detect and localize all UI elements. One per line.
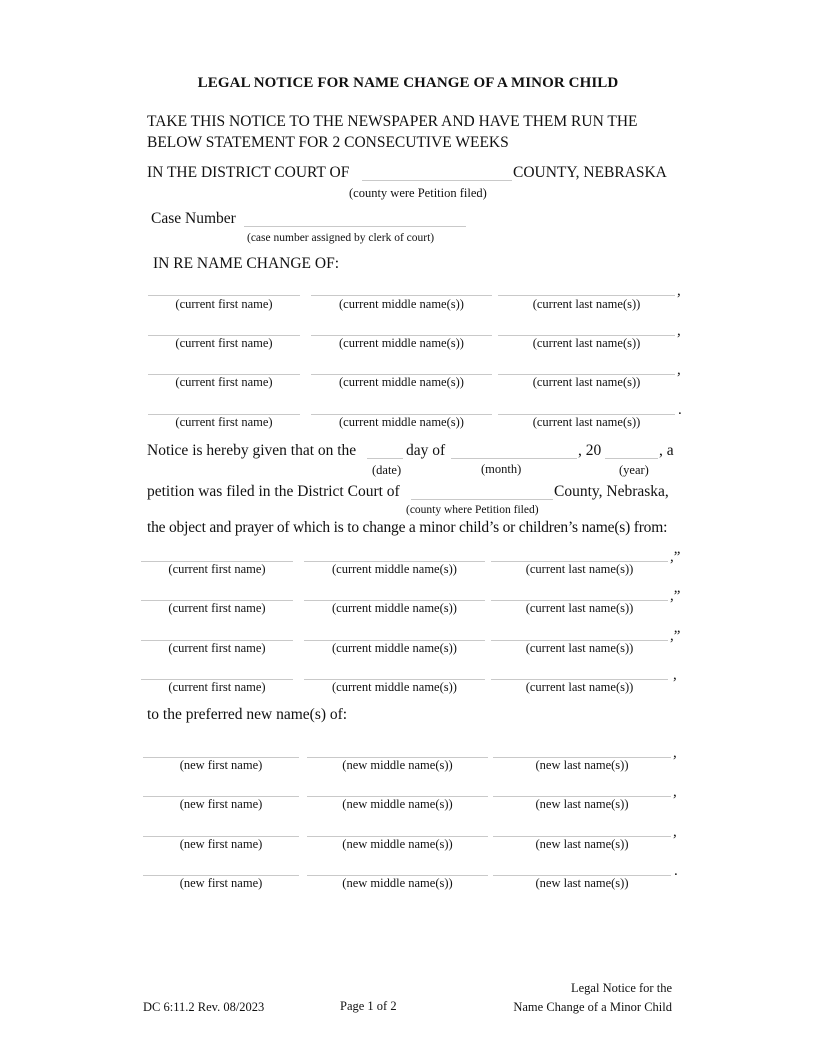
court-suffix: COUNTY, NEBRASKA [513, 164, 667, 181]
new-middle-name-caption: (new middle name(s)) [342, 876, 453, 890]
notice-year-field[interactable] [605, 458, 658, 459]
new-middle-name-caption: (new middle name(s)) [342, 837, 453, 851]
instruction-line-2: BELOW STATEMENT FOR 2 CONSECUTIVE WEEKS [147, 134, 509, 151]
footer-doc-title-line-2: Name Change of a Minor Child [513, 1000, 672, 1014]
row-punctuation: ,” [670, 628, 681, 644]
current-first-name-caption: (current first name) [175, 297, 273, 311]
notice-line-3: the object and prayer of which is to change a minor child’s or children’s name(s) from: [147, 519, 668, 536]
current-first-name-caption: (current first name) [168, 680, 266, 694]
current-middle-name-field[interactable] [311, 295, 492, 296]
document-title: LEGAL NOTICE FOR NAME CHANGE OF A MINOR CHILD [197, 75, 619, 91]
current-first-name-caption: (current first name) [175, 336, 273, 350]
row-punctuation: , [677, 283, 681, 299]
notice-month-caption: (month) [481, 462, 522, 476]
current-middle-name-caption: (current middle name(s)) [332, 680, 457, 694]
current-middle-name-caption: (current middle name(s)) [339, 415, 464, 429]
court-prefix: IN THE DISTRICT COURT OF [147, 164, 350, 181]
notice-line-2-suffix: County, Nebraska, [554, 483, 669, 500]
notice-text-4: , a [659, 442, 674, 459]
current-last-name-caption: (current last name(s)) [532, 336, 641, 350]
new-middle-name-caption: (new middle name(s)) [342, 797, 453, 811]
current-last-name-field[interactable] [498, 295, 675, 296]
current-first-name-field[interactable] [148, 295, 300, 296]
notice-text-3: , 20 [578, 442, 602, 459]
new-first-name-caption: (new first name) [179, 797, 263, 811]
current-first-name-caption: (current first name) [175, 415, 273, 429]
new-last-name-caption: (new last name(s)) [535, 797, 629, 811]
case-number-caption: (case number assigned by clerk of court) [247, 232, 435, 244]
instruction-line-1: TAKE THIS NOTICE TO THE NEWSPAPER AND HAVE THEM RUN THE [147, 113, 638, 130]
notice-text-1: Notice is hereby given that on the [147, 442, 357, 459]
row-punctuation: . [674, 863, 678, 879]
row-punctuation: , [673, 667, 677, 683]
preferred-heading: to the preferred new name(s) of: [147, 706, 348, 723]
current-last-name-caption: (current last name(s)) [525, 601, 634, 615]
current-first-name-caption: (current first name) [168, 641, 266, 655]
row-punctuation: ,” [670, 549, 681, 565]
notice-county-field[interactable] [411, 499, 553, 500]
current-last-name-caption: (current last name(s)) [525, 641, 634, 655]
new-last-name-caption: (new last name(s)) [535, 837, 629, 851]
footer-form-id: DC 6:11.2 Rev. 08/2023 [143, 1000, 265, 1014]
new-last-name-caption: (new last name(s)) [535, 876, 629, 890]
new-middle-name-caption: (new middle name(s)) [342, 758, 453, 772]
row-punctuation: , [677, 323, 681, 339]
current-first-name-caption: (current first name) [175, 375, 273, 389]
current-middle-name-caption: (current middle name(s)) [339, 375, 464, 389]
current-last-name-caption: (current last name(s)) [532, 415, 641, 429]
current-last-name-caption: (current last name(s)) [525, 680, 634, 694]
current-last-name-caption: (current last name(s)) [532, 375, 641, 389]
row-punctuation: ,” [670, 588, 681, 604]
row-punctuation: , [673, 784, 677, 800]
notice-date-field[interactable] [367, 458, 403, 459]
new-first-name-caption: (new first name) [179, 876, 263, 890]
in-re-heading: IN RE NAME CHANGE OF: [153, 255, 339, 272]
new-first-name-caption: (new first name) [179, 837, 263, 851]
current-middle-name-caption: (current middle name(s)) [339, 297, 464, 311]
new-first-name-caption: (new first name) [179, 758, 263, 772]
row-punctuation: , [677, 362, 681, 378]
court-county-caption: (county were Petition filed) [349, 186, 487, 200]
notice-year-caption: (year) [619, 463, 649, 477]
notice-text-2: day of [406, 442, 446, 459]
row-punctuation: . [678, 402, 682, 418]
notice-month-field[interactable] [451, 458, 577, 459]
current-middle-name-caption: (current middle name(s)) [332, 641, 457, 655]
case-number-field[interactable] [244, 226, 466, 227]
current-first-name-caption: (current first name) [168, 601, 266, 615]
current-last-name-caption: (current last name(s)) [525, 562, 634, 576]
case-number-label: Case Number [151, 210, 236, 227]
notice-county-caption: (county where Petition filed) [406, 504, 539, 516]
current-last-name-caption: (current last name(s)) [532, 297, 641, 311]
notice-date-caption: (date) [372, 463, 402, 477]
current-middle-name-caption: (current middle name(s)) [339, 336, 464, 350]
current-first-name-caption: (current first name) [168, 562, 266, 576]
new-last-name-caption: (new last name(s)) [535, 758, 629, 772]
row-punctuation: , [673, 745, 677, 761]
current-middle-name-caption: (current middle name(s)) [332, 601, 457, 615]
notice-line-2-prefix: petition was filed in the District Court of [147, 483, 400, 500]
footer-doc-title-line-1: Legal Notice for the [571, 981, 672, 995]
court-county-field[interactable] [362, 180, 512, 181]
row-punctuation: , [673, 824, 677, 840]
footer-page-number: Page 1 of 2 [340, 999, 397, 1013]
current-middle-name-caption: (current middle name(s)) [332, 562, 457, 576]
